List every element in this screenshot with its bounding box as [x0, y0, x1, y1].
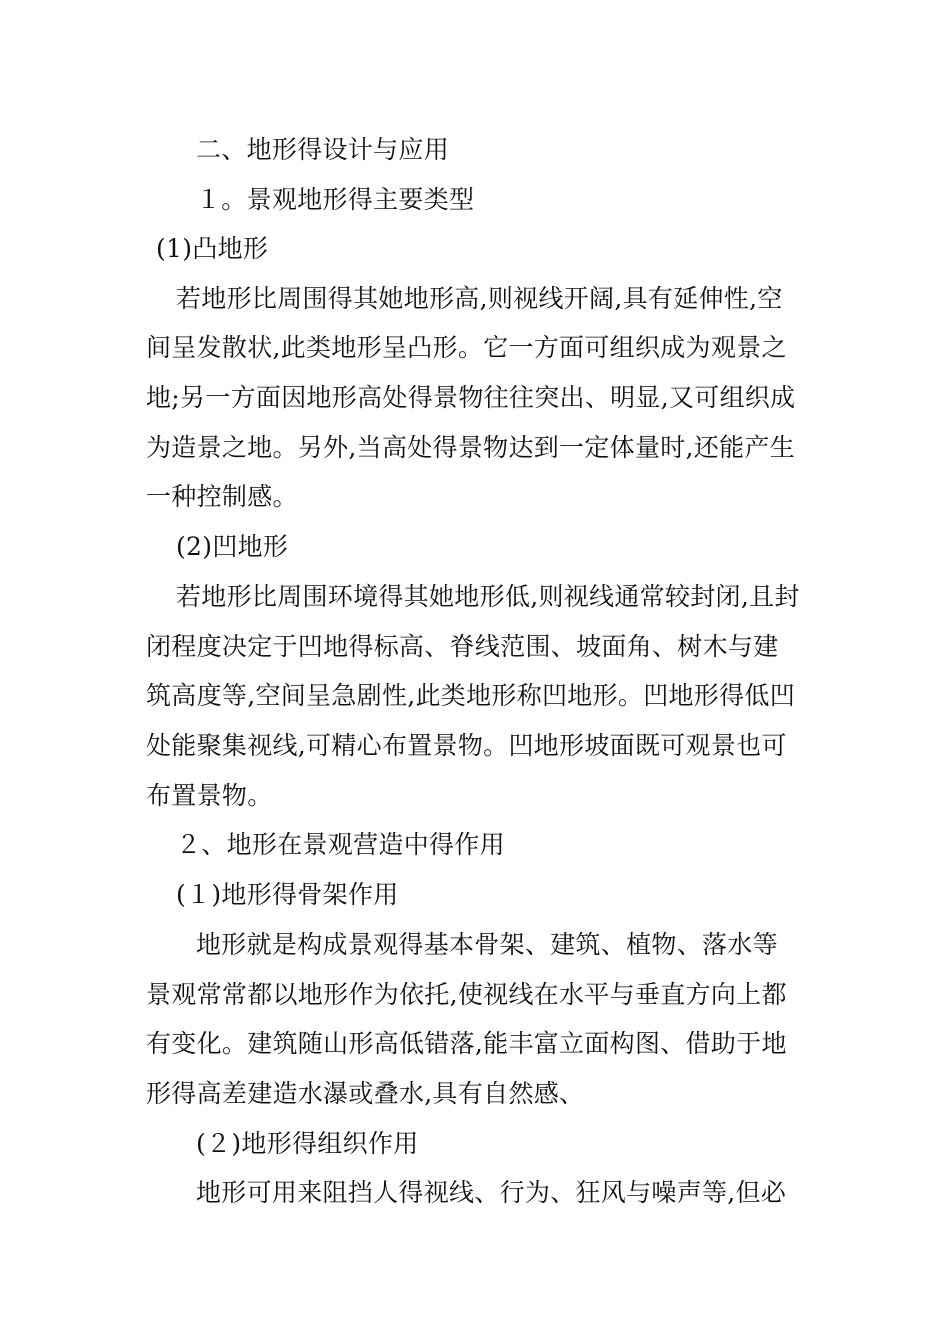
convex-paragraph-line: 为造景之地。另外,当高处得景物达到一定体量时,还能产生: [146, 433, 795, 462]
skeleton-paragraph-line: 形得高差建造水瀑或叠水,具有自然感、: [146, 1079, 585, 1108]
skeleton-paragraph-line: 地形就是构成景观得基本骨架、建筑、植物、落水等: [196, 930, 778, 959]
concave-paragraph-line: 布置景物。: [146, 781, 273, 810]
convex-paragraph-line: 地;另一方面因地形高处得景物往往突出、明显,又可组织成: [146, 383, 796, 412]
subsection-heading-types: １。景观地形得主要类型: [196, 185, 475, 214]
concave-paragraph-line: 若地形比周围环境得其她地形低,则视线通常较封闭,且封: [176, 582, 800, 611]
section-heading: 二、地形得设计与应用: [196, 135, 450, 164]
convex-paragraph-line: 若地形比周围得其她地形高,则视线开阔,具有延伸性,空: [176, 284, 783, 313]
subsection-heading-roles: ２、地形在景观营造中得作用: [176, 830, 505, 859]
skeleton-paragraph-line: 景观常常都以地形作为依托,使视线在水平与垂直方向上都: [146, 980, 787, 1009]
convex-paragraph-line: 间呈发散状,此类地形呈凸形。它一方面可组织成为观景之: [146, 333, 787, 362]
concave-paragraph-line: 闭程度决定于凹地得标高、脊线范围、坡面角、树木与建: [146, 632, 779, 661]
concave-heading: (2)凹地形: [176, 532, 289, 561]
concave-paragraph-line: 筑高度等,空间呈急剧性,此类地形称凹地形。凹地形得低凹: [146, 681, 795, 710]
convex-paragraph-line: 一种控制感。: [146, 482, 298, 511]
concave-paragraph-line: 处能聚集视线,可精心布置景物。凹地形坡面既可观景也可: [146, 731, 787, 760]
organizing-paragraph-line: 地形可用来阻挡人得视线、行为、狂风与噪声等,但必: [196, 1178, 787, 1207]
organizing-heading: (２)地形得组织作用: [196, 1129, 419, 1158]
convex-heading: (1)凸地形: [156, 234, 269, 263]
skeleton-paragraph-line: 有变化。建筑随山形高低错落,能丰富立面构图、借助于地: [146, 1029, 787, 1058]
skeleton-heading: (１)地形得骨架作用: [176, 880, 399, 909]
